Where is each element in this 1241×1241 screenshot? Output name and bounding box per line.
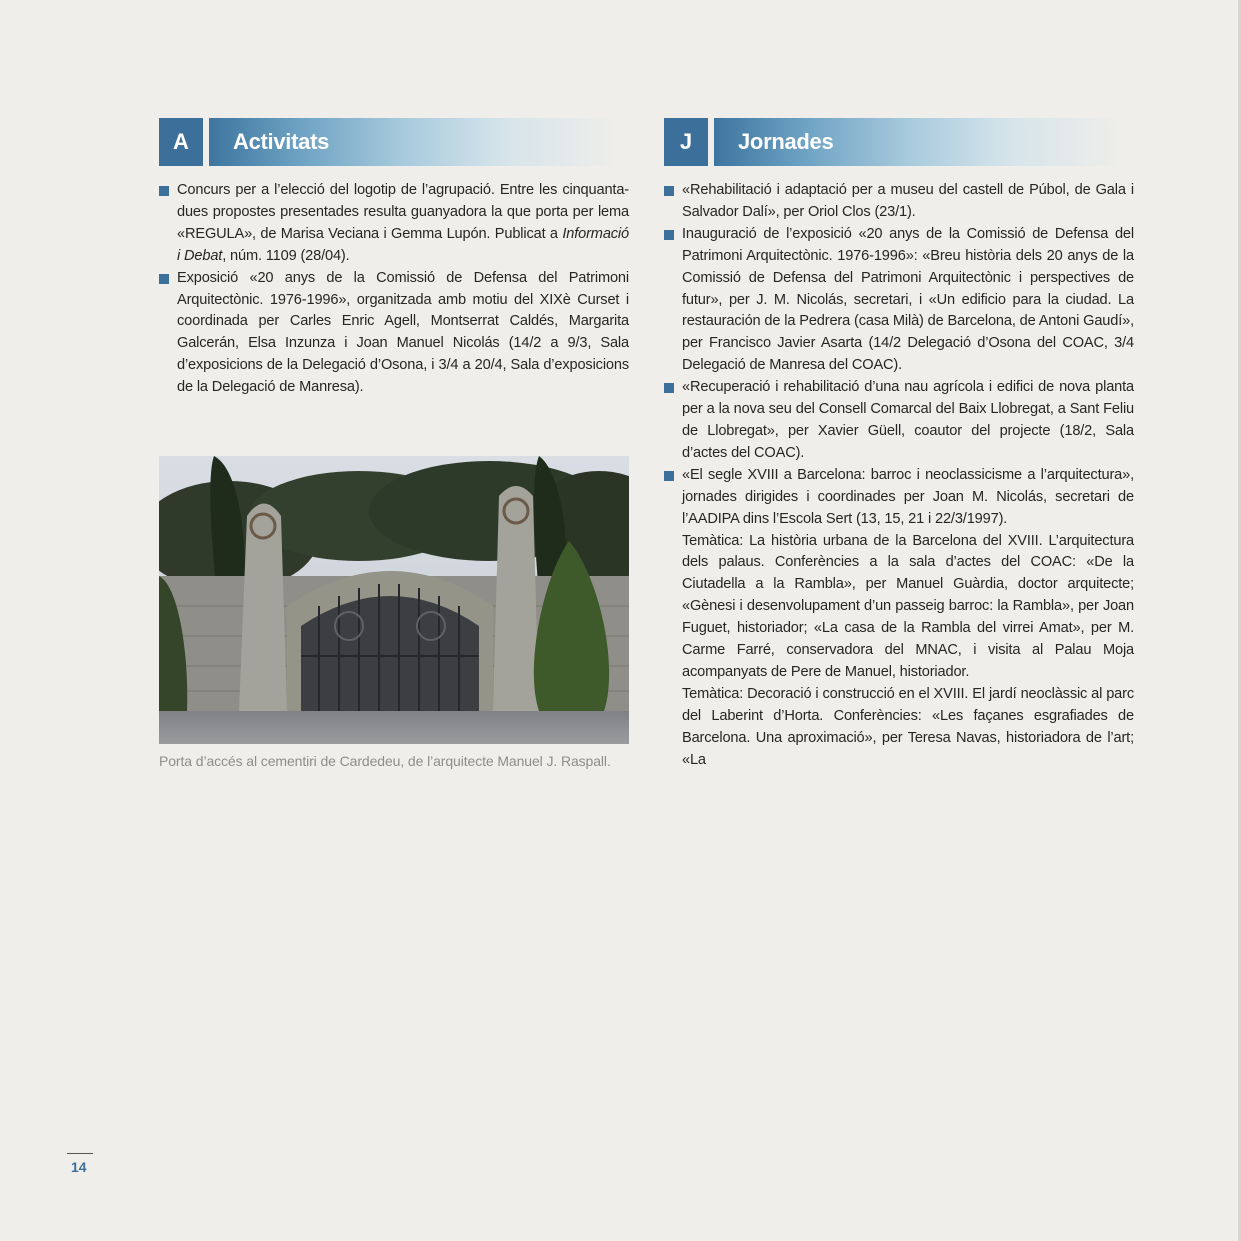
section-header-activitats [159,118,619,166]
item-text: Exposició «20 anys de la Comissió de Defensa del Patrimoni Arquitectònic. 1976-1996», organitzada amb motiu del XIXè Curset i coordinada per Carles Enric Agell, Montserrat Caldés, Margarita Galcerán, Elsa Inzunza i Joan Manuel Nicolás (14/2 a 9/3, Sala d’exposicions de la Delegació d’Osona, i 3/4 a 20/4, Sala d’exposicions de la Delegació de Manresa). [177,269,629,396]
paragraph: Temàtica: La història urbana de la Barcelona del XVIII. L’arquitectura dels palaus. Conferències a la sala d’actes del COAC: «De la Ciutadella a la Rambla», per Manuel Guàrdia, doctor arquitecte; «Gènesi i desenvolupament d’un passeig barroc: la Rambla», per Joan Fuguet, historiador; «La casa de la Rambla del virrei Amat», per M. Carme Farré, conservadora del MNAC, i visita al Palau Moja acompanyats de Pere de Manuel, historiador. [682,532,1134,680]
section-letter: J [664,118,708,166]
section-title: Jornades [714,118,1124,166]
photo-illustration [159,456,629,744]
section-title: Activitats [209,118,619,166]
section-letter: A [159,118,203,166]
square-bullet-icon [159,274,169,284]
square-bullet-icon [664,383,674,393]
section-header-jornades [664,118,1124,166]
cemetery-gate-photo [159,456,629,744]
square-bullet-icon [664,230,674,240]
page-number: 14 [71,1159,87,1175]
square-bullet-icon [664,186,674,196]
item-italic-text: Informació i Debat [177,225,629,264]
paragraph: Temàtica: Decoració i construcció en el XVIII. El jardí neoclàssic al parc del Laberint d’Horta. Conferències: «Les façanes esgrafiades de Barcelona. Una aproximació», per Teresa Navas, historiadora de l’art; «La [682,685,1134,768]
item-text: , núm. 1109 (28/04). [222,247,350,264]
left-column [159,180,629,399]
page-number-rule [67,1153,93,1154]
list-item [664,377,1134,465]
item-text: «Rehabilitació i adaptació per a museu del castell de Púbol, de Gala i Salvador Dalí», per Oriol Clos (23/1). [682,182,1134,220]
photo-caption: Porta d’accés al cementiri de Cardedeu, de l’arquitecte Manuel J. Raspall. [159,753,611,769]
list-item [664,180,1134,224]
item-text: Concurs per a l’elecció del logotip de l’agrupació. Entre les cinquanta-dues propostes presentades resulta guanyadora la que porta per lema «REGULA», de Marisa Veciana i Gemma Lupón. Publicat a [177,182,629,242]
square-bullet-icon [664,471,674,481]
list-item [664,224,1134,377]
right-column [664,180,1134,771]
list-item [159,180,629,268]
list-item [664,465,1134,531]
square-bullet-icon [159,186,169,196]
item-text: Inauguració de l’exposició «20 anys de la Comissió de Defensa del Patrimoni Arquitectònic. 1976-1996»: «Breu història dels 20 anys de la Comissió de Defensa del Patrimoni Arquitectònic i perspectives de futur», per J. M. Nicolás, secretari, i «Un edificio para la ciudad. La restauración de la Pedrera (casa Milà) de Barcelona, de Antoni Gaudí», per Francisco Javier Asarta (14/2 Delegació d’Osona del COAC, 3/4 Delegació de Manresa del COAC). [682,225,1134,374]
item-text: «El segle XVIII a Barcelona: barroc i neoclassicisme a l’arquitectura», jornades dirigides i coordinades per Joan M. Nicolás, secretari de l’AADIPA dins l’Escola Sert (13, 15, 21 i 22/3/1997). [682,466,1134,527]
list-item [159,268,629,399]
item-text: «Recuperació i rehabilitació d’una nau agrícola i edifici de nova planta per a la nova seu del Consell Comarcal del Baix Llobregat, a Sant Feliu de Llobregat», per Xavier Güell, coautor del projecte (18/2, Sala d’actes del COAC). [682,379,1134,461]
